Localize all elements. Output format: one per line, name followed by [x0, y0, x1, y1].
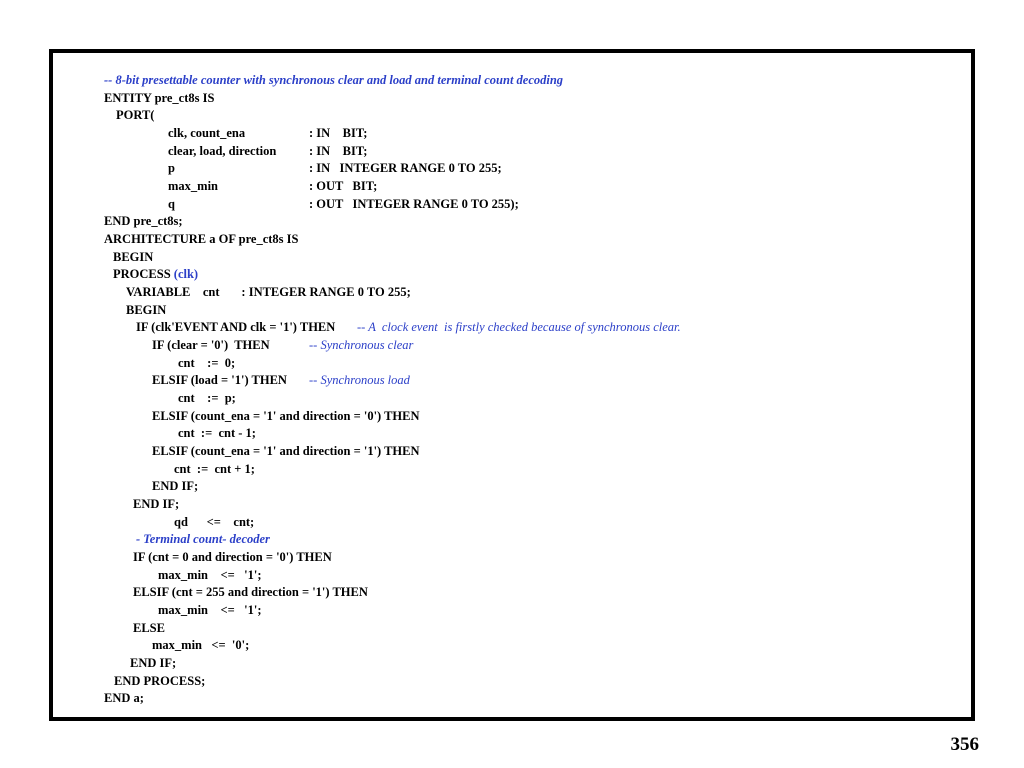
code-line: END IF;: [130, 656, 177, 670]
code-line: ELSIF (cnt = 255 and direction = '1') THEN: [133, 585, 368, 599]
code-line: IF (clk'EVENT AND clk = '1') THEN: [136, 320, 336, 334]
code-line: cnt := cnt + 1;: [174, 462, 255, 476]
code-line-process: [113, 267, 198, 281]
code-line: BEGIN: [113, 250, 154, 264]
code-line: cnt := cnt - 1;: [178, 426, 256, 440]
code-line: IF (cnt = 0 and direction = '0') THEN: [133, 550, 332, 564]
vhdl-code-block: [53, 53, 971, 717]
code-comment: -- A clock event is firstly checked because of synchronous clear.: [357, 320, 681, 334]
code-line: END a;: [104, 691, 144, 705]
code-line: ARCHITECTURE a OF pre_ct8s IS: [104, 232, 299, 246]
code-comment-terminal-count: - Terminal count- decoder: [136, 532, 270, 546]
code-line: VARIABLE cnt : INTEGER RANGE 0 TO 255;: [126, 285, 411, 299]
port-type: : IN BIT;: [309, 126, 368, 140]
code-line: END PROCESS;: [114, 674, 206, 688]
page-number: 356: [950, 734, 979, 755]
code-line: ELSIF (count_ena = '1' and direction = '0') THEN: [152, 409, 420, 423]
code-line: ELSIF (load = '1') THEN: [152, 373, 287, 387]
port-type: : IN BIT;: [309, 144, 368, 158]
port-type: : OUT BIT;: [309, 179, 378, 193]
port-name: q: [168, 197, 175, 211]
code-line: cnt := p;: [178, 391, 236, 405]
code-line: ELSE: [133, 621, 165, 635]
code-line: qd <= cnt;: [174, 515, 255, 529]
port-name: clk, count_ena: [168, 126, 246, 140]
code-slide-frame: [49, 49, 975, 721]
code-line: max_min <= '1';: [158, 568, 262, 582]
port-name: clear, load, direction: [168, 144, 277, 158]
port-name: max_min: [168, 179, 218, 193]
code-line: END IF;: [152, 479, 199, 493]
port-name: p: [168, 161, 175, 175]
code-line: END IF;: [133, 497, 180, 511]
code-line: cnt := 0;: [178, 356, 236, 370]
code-line: max_min <= '1';: [158, 603, 262, 617]
code-comment: -- Synchronous load: [309, 373, 410, 387]
sensitivity-list: (clk): [173, 267, 199, 281]
code-line-port: PORT(: [116, 108, 155, 122]
code-line: ELSIF (count_ena = '1' and direction = '1') THEN: [152, 444, 420, 458]
port-type: : IN INTEGER RANGE 0 TO 255;: [309, 161, 502, 175]
port-type: : OUT INTEGER RANGE 0 TO 255);: [309, 197, 519, 211]
process-keyword: PROCESS: [113, 267, 174, 281]
code-line-entity: ENTITY pre_ct8s IS: [104, 91, 215, 105]
code-line: BEGIN: [126, 303, 167, 317]
header-comment: -- 8-bit presettable counter with synchronous clear and load and terminal count decoding: [104, 73, 564, 87]
code-line: IF (clear = '0') THEN: [152, 338, 270, 352]
code-line: max_min <= '0';: [152, 638, 250, 652]
code-line: END pre_ct8s;: [104, 214, 183, 228]
code-comment: -- Synchronous clear: [309, 338, 414, 352]
